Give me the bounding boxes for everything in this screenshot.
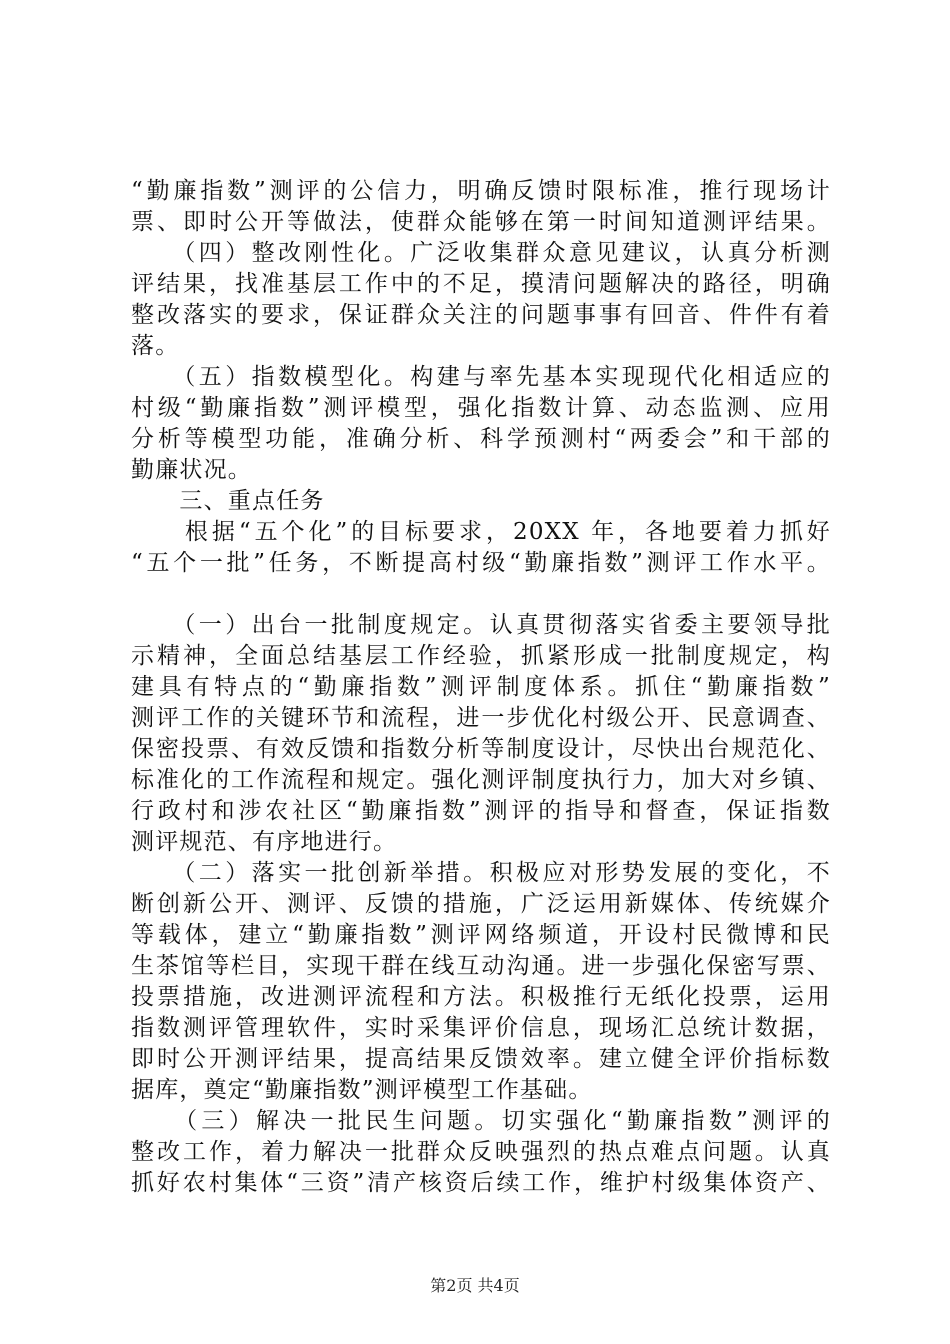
text-line: 生茶馆等栏目，实现干群在线互动沟通。进一步强化保密写票、	[131, 953, 831, 979]
text-line: 村级“勤廉指数”测评模型，强化指数计算、动态监测、应用	[131, 395, 831, 421]
text-line: 标准化的工作流程和规定。强化测评制度执行力，加大对乡镇、	[131, 767, 831, 793]
text-line: 抓好农村集体“三资”清产核资后续工作，维护村级集体资产、	[131, 1170, 831, 1196]
text-line: 分析等模型功能，准确分析、科学预测村“两委会”和干部的	[131, 426, 831, 452]
text-line: 等载体，建立“勤廉指数”测评网络频道，开设村民微博和民	[131, 922, 831, 948]
text-line: （三）解决一批民生问题。切实强化“勤廉指数”测评的	[131, 1108, 831, 1134]
text-line: “勤廉指数”测评的公信力，明确反馈时限标准，推行现场计	[131, 178, 831, 204]
text-line: 评结果，找准基层工作中的不足，摸清问题解决的路径，明确	[131, 271, 831, 297]
text-line: （五）指数模型化。构建与率先基本实现现代化相适应的	[131, 364, 831, 390]
text-line: 整改工作，着力解决一批群众反映强烈的热点难点问题。认真	[131, 1139, 831, 1165]
text-line: 建具有特点的“勤廉指数”测评制度体系。抓住“勤廉指数”	[131, 674, 831, 700]
text-line: 根据“五个化”的目标要求，20XX 年，各地要着力抓好	[131, 519, 831, 545]
blank-line	[131, 579, 831, 610]
text-line: 即时公开测评结果，提高结果反馈效率。建立健全评价指标数	[131, 1046, 831, 1072]
text-line: 行政村和涉农社区“勤廉指数”测评的指导和督查，保证指数	[131, 798, 831, 824]
document-body	[131, 176, 831, 1199]
text-line: （二）落实一批创新举措。积极应对形势发展的变化，不	[131, 860, 831, 886]
text-line: 票、即时公开等做法，使群众能够在第一时间知道测评结果。	[131, 209, 831, 235]
text-line: （四）整改刚性化。广泛收集群众意见建议，认真分析测	[131, 240, 831, 266]
text-line: 据库，奠定“勤廉指数”测评模型工作基础。	[131, 1077, 593, 1103]
text-line: 测评规范、有序地进行。	[131, 829, 398, 855]
text-line: 落。	[131, 333, 180, 359]
text-line: 投票措施，改进测评流程和方法。积极推行无纸化投票，运用	[131, 984, 831, 1010]
text-line: 断创新公开、测评、反馈的措施，广泛运用新媒体、传统媒介	[131, 891, 831, 917]
page-footer: 第2页 共4页	[430, 1276, 520, 1295]
text-line: 测评工作的关键环节和流程，进一步优化村级公开、民意调查、	[131, 705, 831, 731]
text-line: 保密投票、有效反馈和指数分析等制度设计，尽快出台规范化、	[131, 736, 831, 762]
text-line: “五个一批”任务，不断提高村级“勤廉指数”测评工作水平。	[131, 550, 831, 576]
text-line: 三、重点任务	[131, 488, 325, 514]
text-line: （一）出台一批制度规定。认真贯彻落实省委主要领导批	[131, 612, 831, 638]
text-line: 勤廉状况。	[131, 457, 252, 483]
text-line: 整改落实的要求，保证群众关注的问题事事有回音、件件有着	[131, 302, 831, 328]
text-line: 示精神，全面总结基层工作经验，抓紧形成一批制度规定，构	[131, 643, 831, 669]
text-line: 指数测评管理软件，实时采集评价信息，现场汇总统计数据，	[131, 1015, 831, 1041]
